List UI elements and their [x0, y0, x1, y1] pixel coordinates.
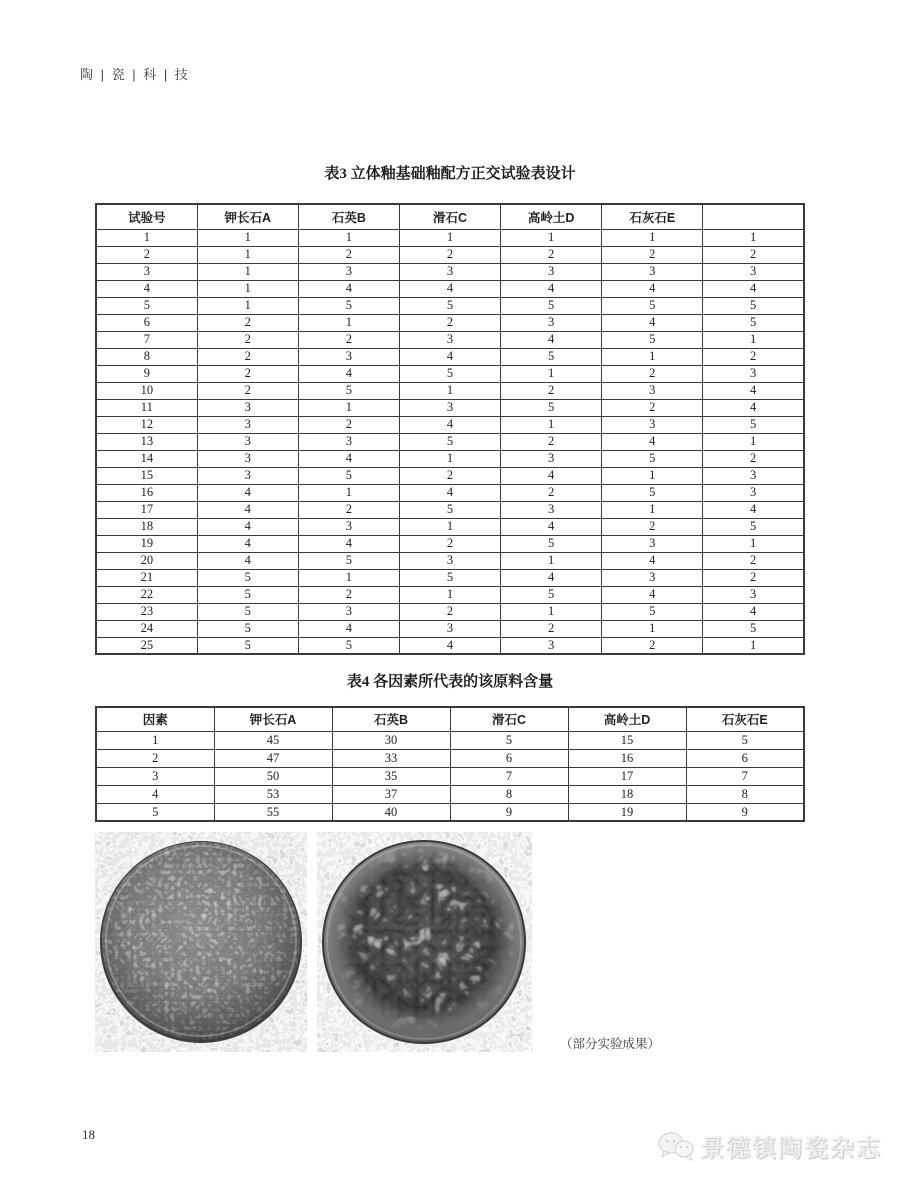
table-row	[96, 229, 804, 246]
table-cell: 1	[96, 229, 197, 246]
table-row	[96, 620, 804, 637]
table-cell: 3	[703, 586, 804, 603]
table-cell: 2	[298, 331, 399, 348]
table-row	[96, 433, 804, 450]
table-cell: 30	[332, 731, 450, 749]
table-cell: 7	[96, 331, 197, 348]
column-header: 高岭土D	[501, 204, 602, 229]
table-cell: 5	[399, 297, 500, 314]
table-cell: 1	[298, 314, 399, 331]
table-row	[96, 803, 804, 821]
table-cell: 1	[602, 620, 703, 637]
table-cell: 4	[602, 586, 703, 603]
table-row	[96, 767, 804, 785]
table-row	[96, 331, 804, 348]
table-cell: 4	[703, 399, 804, 416]
table-cell: 53	[214, 785, 332, 803]
table-cell: 3	[197, 399, 298, 416]
table-cell: 2	[602, 637, 703, 654]
table-cell: 4	[298, 620, 399, 637]
table-cell: 5	[298, 382, 399, 399]
table-cell: 2	[298, 501, 399, 518]
table-cell: 5	[399, 501, 500, 518]
table-cell: 4	[399, 637, 500, 654]
table-cell: 17	[568, 767, 686, 785]
table-cell: 2	[501, 484, 602, 501]
table-cell: 4	[96, 785, 214, 803]
table-cell: 2	[703, 569, 804, 586]
table-row	[96, 518, 804, 535]
table-row	[96, 785, 804, 803]
table-row	[96, 365, 804, 382]
table-cell: 4	[197, 484, 298, 501]
table-cell: 4	[501, 280, 602, 297]
table-row	[96, 246, 804, 263]
table-cell: 3	[501, 263, 602, 280]
table3-title: 表3 立体釉基础釉配方正交试验表设计	[324, 166, 576, 182]
column-header: 钾长石A	[214, 707, 332, 731]
table-row	[96, 467, 804, 484]
table-cell: 7	[686, 767, 804, 785]
table-cell: 8	[96, 348, 197, 365]
table-cell: 25	[96, 637, 197, 654]
table-cell: 5	[197, 569, 298, 586]
table-cell: 1	[298, 399, 399, 416]
table-cell: 3	[96, 263, 197, 280]
table-cell: 5	[450, 731, 568, 749]
table-cell: 5	[399, 433, 500, 450]
table-row	[96, 552, 804, 569]
header-row	[96, 707, 804, 731]
table-cell: 6	[450, 749, 568, 767]
table-cell: 5	[501, 535, 602, 552]
journal-section-label: 陶 | 瓷 | 科 | 技	[80, 67, 190, 82]
table-cell: 3	[298, 433, 399, 450]
table-row	[96, 637, 804, 654]
table-cell: 4	[703, 603, 804, 620]
table-cell: 5	[197, 620, 298, 637]
figure-caption: （部分实验成果）	[560, 1037, 661, 1051]
table-cell: 2	[197, 314, 298, 331]
table-cell: 22	[96, 586, 197, 603]
table-cell: 8	[686, 785, 804, 803]
table-cell: 18	[568, 785, 686, 803]
table-cell: 15	[96, 467, 197, 484]
column-header: 滑石C	[450, 707, 568, 731]
table-cell: 47	[214, 749, 332, 767]
table-cell: 1	[703, 535, 804, 552]
table-cell: 4	[298, 450, 399, 467]
table-cell: 3	[298, 518, 399, 535]
table-cell: 5	[703, 620, 804, 637]
table-row	[96, 535, 804, 552]
table-cell: 5	[298, 297, 399, 314]
table-cell: 1	[399, 450, 500, 467]
table-cell: 4	[703, 280, 804, 297]
table-cell: 5	[298, 552, 399, 569]
table-cell: 9	[450, 803, 568, 821]
table-row	[96, 280, 804, 297]
table-cell: 1	[501, 229, 602, 246]
table-cell: 4	[703, 382, 804, 399]
column-header	[703, 204, 804, 229]
table-row	[96, 382, 804, 399]
table-cell: 37	[332, 785, 450, 803]
table-cell: 3	[501, 450, 602, 467]
column-header: 石灰石E	[602, 204, 703, 229]
table-cell: 1	[703, 433, 804, 450]
table-cell: 1	[602, 348, 703, 365]
table-cell: 1	[197, 297, 298, 314]
table-row	[96, 314, 804, 331]
column-header: 石灰石E	[686, 707, 804, 731]
table-cell: 3	[298, 603, 399, 620]
table-cell: 2	[197, 365, 298, 382]
table-cell: 5	[96, 297, 197, 314]
table-cell: 3	[602, 535, 703, 552]
table-cell: 1	[96, 731, 214, 749]
table-cell: 3	[602, 382, 703, 399]
table-row	[96, 399, 804, 416]
figure-row	[95, 832, 532, 1052]
table-cell: 5	[298, 637, 399, 654]
table-cell: 5	[703, 416, 804, 433]
table-cell: 5	[501, 297, 602, 314]
table-cell: 55	[214, 803, 332, 821]
table-cell: 24	[96, 620, 197, 637]
table-cell: 1	[602, 229, 703, 246]
table-cell: 1	[298, 229, 399, 246]
table-cell: 3	[501, 637, 602, 654]
column-header: 石英B	[332, 707, 450, 731]
coarse-crackle-texture	[324, 842, 524, 1042]
table-cell: 45	[214, 731, 332, 749]
table4-title: 表4 各因素所代表的该原料含量	[346, 674, 554, 690]
table-row	[96, 603, 804, 620]
table-cell: 4	[602, 552, 703, 569]
table-cell: 2	[399, 246, 500, 263]
table-cell: 4	[197, 518, 298, 535]
table-cell: 3	[197, 416, 298, 433]
table-cell: 4	[197, 501, 298, 518]
table-cell: 3	[298, 348, 399, 365]
table-cell: 3	[399, 399, 500, 416]
table-cell: 5	[96, 803, 214, 821]
table-cell: 5	[703, 314, 804, 331]
table-cell: 5	[501, 586, 602, 603]
table-cell: 16	[568, 749, 686, 767]
table-row	[96, 731, 804, 749]
table-cell: 1	[399, 382, 500, 399]
table-row	[96, 297, 804, 314]
table-cell: 5	[399, 365, 500, 382]
table-cell: 2	[197, 382, 298, 399]
header-row	[96, 204, 804, 229]
table-cell: 2	[602, 399, 703, 416]
table-cell: 1	[298, 569, 399, 586]
table-cell: 3	[501, 314, 602, 331]
table-cell: 2	[501, 382, 602, 399]
table-cell: 5	[501, 399, 602, 416]
table-cell: 5	[686, 731, 804, 749]
table-cell: 4	[501, 518, 602, 535]
table-cell: 5	[703, 518, 804, 535]
table-cell: 1	[197, 263, 298, 280]
table-cell: 2	[501, 620, 602, 637]
table-cell: 4	[602, 280, 703, 297]
table-cell: 2	[197, 348, 298, 365]
wechat-icon	[658, 1131, 694, 1161]
table-cell: 1	[298, 484, 399, 501]
table-cell: 9	[686, 803, 804, 821]
table-cell: 1	[602, 501, 703, 518]
table-cell: 5	[602, 484, 703, 501]
table-cell: 3	[602, 569, 703, 586]
table-cell: 2	[399, 467, 500, 484]
table-cell: 3	[399, 263, 500, 280]
table-cell: 7	[450, 767, 568, 785]
table-cell: 5	[602, 450, 703, 467]
table-cell: 3	[602, 416, 703, 433]
table-cell: 4	[399, 484, 500, 501]
table-cell: 1	[602, 467, 703, 484]
table-cell: 5	[197, 637, 298, 654]
table-cell: 3	[399, 620, 500, 637]
table-cell: 3	[298, 263, 399, 280]
table-cell: 1	[197, 280, 298, 297]
table-cell: 4	[703, 501, 804, 518]
table-cell: 2	[96, 749, 214, 767]
table-cell: 4	[501, 331, 602, 348]
table-cell: 2	[298, 246, 399, 263]
table-row	[96, 586, 804, 603]
table-cell: 2	[399, 603, 500, 620]
table-cell: 1	[399, 518, 500, 535]
table-cell: 5	[399, 569, 500, 586]
table-cell: 2	[602, 246, 703, 263]
table-cell: 1	[399, 229, 500, 246]
table-cell: 2	[602, 518, 703, 535]
table-cell: 2	[298, 586, 399, 603]
table-cell: 1	[501, 603, 602, 620]
column-header: 试验号	[96, 204, 197, 229]
table-cell: 3	[703, 467, 804, 484]
table-cell: 4	[501, 569, 602, 586]
table-cell: 2	[703, 348, 804, 365]
table-row	[96, 348, 804, 365]
table-cell: 21	[96, 569, 197, 586]
table-cell: 1	[703, 229, 804, 246]
table-cell: 5	[197, 603, 298, 620]
table-cell: 3	[501, 501, 602, 518]
fine-crackle-plate-photo	[95, 832, 307, 1052]
table-cell: 1	[197, 246, 298, 263]
table-cell: 2	[501, 246, 602, 263]
table-row	[96, 484, 804, 501]
table-cell: 2	[602, 365, 703, 382]
table-cell: 11	[96, 399, 197, 416]
table-cell: 5	[602, 297, 703, 314]
table-cell: 3	[399, 331, 500, 348]
table-cell: 4	[602, 314, 703, 331]
table-cell: 17	[96, 501, 197, 518]
fine-crackle-texture	[102, 842, 300, 1040]
column-header: 因素	[96, 707, 214, 731]
table-cell: 4	[298, 365, 399, 382]
table-cell: 1	[399, 586, 500, 603]
table-cell: 8	[450, 785, 568, 803]
column-header: 高岭土D	[568, 707, 686, 731]
table-cell: 3	[197, 467, 298, 484]
table-cell: 2	[501, 433, 602, 450]
table-cell: 19	[96, 535, 197, 552]
table-cell: 3	[96, 767, 214, 785]
table-row	[96, 569, 804, 586]
table-cell: 1	[501, 416, 602, 433]
table-cell: 6	[96, 314, 197, 331]
table-cell: 14	[96, 450, 197, 467]
table-cell: 4	[602, 433, 703, 450]
table-cell: 5	[501, 348, 602, 365]
table-cell: 2	[96, 246, 197, 263]
table-cell: 4	[298, 280, 399, 297]
page-number: 18	[82, 1127, 95, 1142]
orthogonal-design-table	[95, 203, 805, 655]
table-cell: 2	[197, 331, 298, 348]
table-cell: 1	[197, 229, 298, 246]
table-cell: 5	[602, 603, 703, 620]
table-cell: 20	[96, 552, 197, 569]
column-header: 石英B	[298, 204, 399, 229]
table-cell: 4	[399, 416, 500, 433]
table-row	[96, 263, 804, 280]
table-cell: 4	[197, 535, 298, 552]
table-cell: 3	[197, 450, 298, 467]
table-cell: 1	[703, 637, 804, 654]
table-cell: 4	[298, 535, 399, 552]
table-cell: 6	[686, 749, 804, 767]
table-cell: 16	[96, 484, 197, 501]
table-cell: 4	[501, 467, 602, 484]
table-cell: 2	[399, 535, 500, 552]
table-cell: 3	[703, 484, 804, 501]
table-cell: 4	[197, 552, 298, 569]
table-cell: 3	[602, 263, 703, 280]
coarse-crackle-plate-photo	[317, 832, 532, 1052]
column-header: 滑石C	[399, 204, 500, 229]
table-cell: 3	[197, 433, 298, 450]
magazine-watermark	[658, 1128, 882, 1163]
column-header: 钾长石A	[197, 204, 298, 229]
watermark-text: 景德镇陶瓷杂志	[700, 1135, 882, 1162]
table-cell: 15	[568, 731, 686, 749]
table-cell: 12	[96, 416, 197, 433]
table-cell: 19	[568, 803, 686, 821]
table-cell: 18	[96, 518, 197, 535]
table-cell: 13	[96, 433, 197, 450]
table-row	[96, 450, 804, 467]
table-row	[96, 501, 804, 518]
table-cell: 2	[399, 314, 500, 331]
table-cell: 40	[332, 803, 450, 821]
table-cell: 2	[298, 416, 399, 433]
table-cell: 2	[703, 246, 804, 263]
table-cell: 33	[332, 749, 450, 767]
table-cell: 1	[501, 552, 602, 569]
table-cell: 4	[96, 280, 197, 297]
table-cell: 5	[298, 467, 399, 484]
table-cell: 2	[703, 450, 804, 467]
table-cell: 4	[399, 348, 500, 365]
table-cell: 23	[96, 603, 197, 620]
table-cell: 1	[703, 331, 804, 348]
table-cell: 10	[96, 382, 197, 399]
table-cell: 3	[399, 552, 500, 569]
table-row	[96, 749, 804, 767]
table-cell: 9	[96, 365, 197, 382]
table-row	[96, 416, 804, 433]
table-cell: 5	[602, 331, 703, 348]
table-cell: 1	[501, 365, 602, 382]
table-cell: 5	[703, 297, 804, 314]
table-cell: 35	[332, 767, 450, 785]
table-cell: 3	[703, 263, 804, 280]
table-cell: 2	[703, 552, 804, 569]
table-cell: 4	[399, 280, 500, 297]
factor-content-table	[95, 706, 805, 822]
table-cell: 5	[197, 586, 298, 603]
table-cell: 50	[214, 767, 332, 785]
table-cell: 3	[703, 365, 804, 382]
